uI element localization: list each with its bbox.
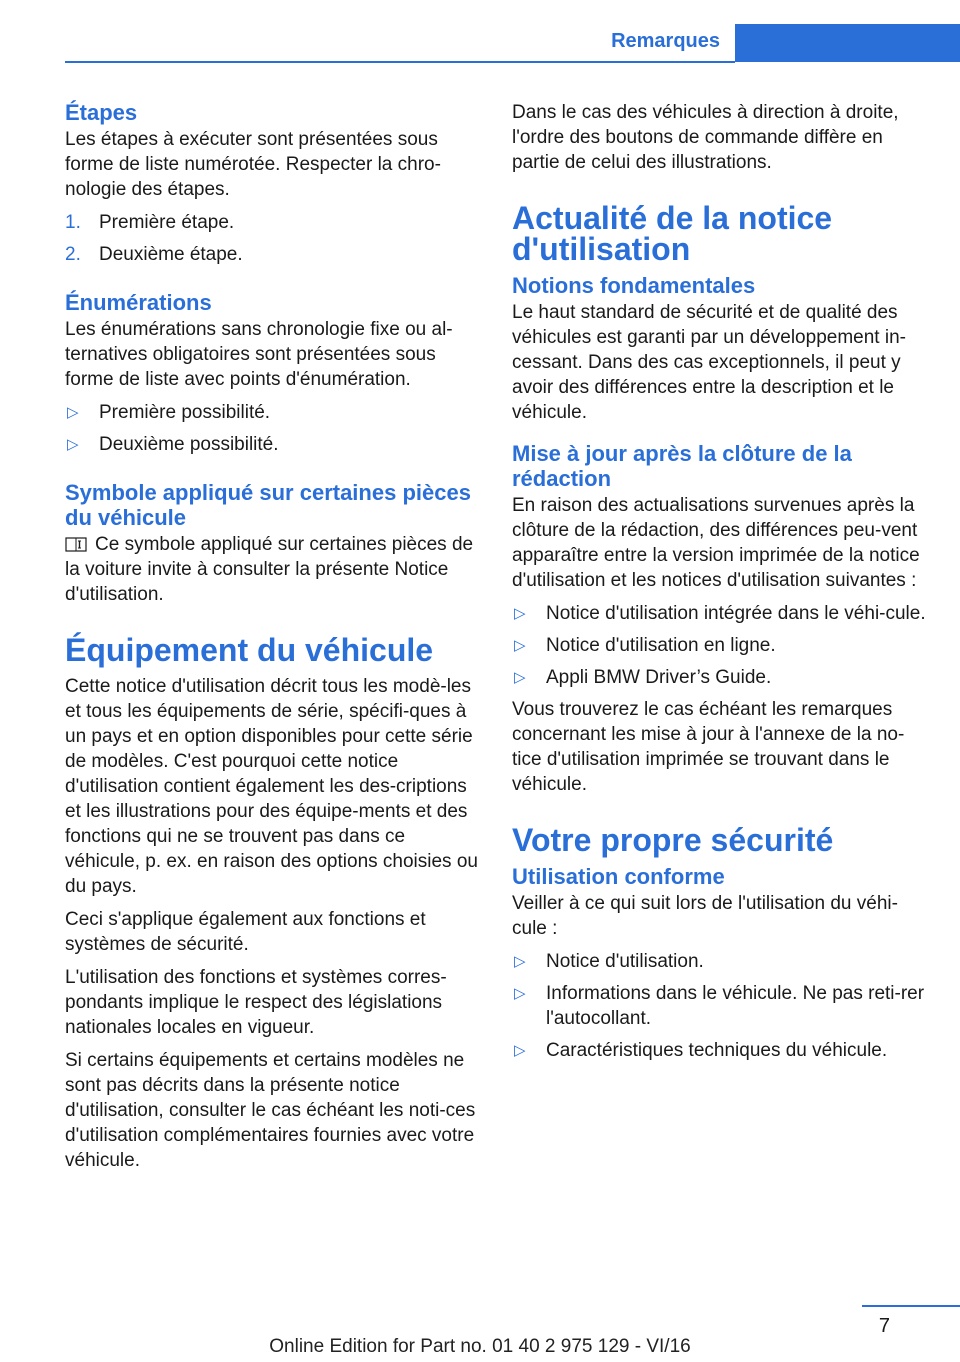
bullet-triangle-icon: ▷ — [514, 637, 526, 654]
heading-symbole: Symbole appliqué sur certaines pièces du véhicule — [65, 480, 471, 530]
utilisation-text: Veiller à ce qui suit lors de l'utilisation du véhi-cule : — [512, 893, 898, 939]
footer-rule — [862, 1305, 960, 1307]
maj-after-text: Vous trouverez le cas échéant les remarques concernant les mise à jour à l'annexe de la no-tice d'utilisation imprimée se trouvant dans le véhicule. — [512, 699, 905, 795]
equipement-p3: L'utilisation des fonctions et systèmes corres-pondants implique le respect des législations nationales locales en vigueur. — [65, 967, 447, 1038]
bullet-triangle-icon: ▷ — [514, 953, 526, 970]
bullet-triangle-icon: ▷ — [514, 669, 526, 686]
enumerations-text: Les énumérations sans chronologie fixe ou al-ternatives obligatoires sont présentées sous forme de liste avec points d'énumération. — [65, 319, 453, 390]
list-item — [512, 633, 932, 658]
item-number: 2. — [65, 244, 81, 265]
page-number: 7 — [878, 1315, 890, 1337]
header-tab-block — [735, 24, 960, 62]
running-header-title: Remarques — [611, 30, 720, 52]
intro-text: Dans le cas des véhicules à direction à droite, l'ordre des boutons de commande diffère en partie de celui des illustrations. — [512, 102, 899, 173]
list-item — [65, 432, 480, 457]
bullet-triangle-icon: ▷ — [514, 985, 526, 1002]
bullet-triangle-icon: ▷ — [67, 404, 79, 421]
item-text: Notice d'utilisation en ligne. — [546, 635, 776, 656]
equipement-p1: Cette notice d'utilisation décrit tous les modè-les et tous les équipements de série, spécifi-ques à un pays et en option disponibles pour cette série de modèles. C'est pourquoi cette notice d'utilisation contient également les des-criptions et les illustrations pour des équipe-ments et des fonctions qui ne se trouvent pas dans ce véhicule, p. ex. en raison des options choisies ou du pays. — [65, 676, 478, 897]
list-item — [512, 949, 932, 974]
heading-etapes: Étapes — [65, 100, 138, 125]
left-column — [65, 100, 480, 1173]
item-text: Caractéristiques techniques du véhicule. — [546, 1040, 888, 1061]
equipement-p2: Ceci s'applique également aux fonctions et systèmes de sécurité. — [65, 909, 426, 955]
numbered-list — [65, 210, 480, 267]
heading-utilisation: Utilisation conforme — [512, 864, 725, 889]
list-item — [512, 1038, 932, 1063]
bullet-triangle-icon: ▷ — [514, 1042, 526, 1059]
bullet-triangle-icon: ▷ — [67, 436, 79, 453]
symbole-text — [65, 532, 480, 607]
list-item — [65, 210, 480, 235]
list-item — [65, 242, 480, 267]
bullet-triangle-icon: ▷ — [514, 605, 526, 622]
heading-enumerations: Énumérations — [65, 290, 212, 315]
list-item — [65, 400, 480, 425]
etapes-text: Les étapes à exécuter sont présentées sous forme de liste numérotée. Respecter la chro-nologie des étapes. — [65, 129, 441, 200]
book-info-icon — [65, 537, 87, 552]
item-text: Appli BMW Driver’s Guide. — [546, 667, 772, 688]
list-item — [512, 981, 932, 1031]
heading-actualite: Actualité de la notice d'utilisation — [512, 200, 833, 267]
notions-text: Le haut standard de sécurité et de qualité des véhicules est garanti par un développement in-cessant. Dans des cas exceptionnels, il peut y avoir des différences entre la description et le véhicule. — [512, 302, 906, 423]
heading-notions: Notions fondamentales — [512, 273, 756, 298]
bullet-list — [65, 400, 480, 457]
item-text: Deuxième étape. — [99, 244, 243, 265]
item-number: 1. — [65, 212, 81, 233]
heading-equipement: Équipement du véhicule — [65, 632, 434, 668]
symbole-text-body: Ce symbole appliqué sur certaines pièces de la voiture invite à consulter la présente Notice d'utilisation. — [65, 534, 474, 605]
item-text: Deuxième possibilité. — [99, 434, 279, 455]
heading-mise-a-jour: Mise à jour après la clôture de la rédaction — [512, 441, 852, 491]
footer-edition: Online Edition for Part no. 01 40 2 975 129 - VI/16 — [269, 1336, 691, 1357]
item-text: Notice d'utilisation intégrée dans le véhi-cule. — [546, 603, 926, 624]
right-column — [512, 100, 932, 1070]
bullet-list — [512, 949, 932, 1063]
item-text: Première possibilité. — [99, 402, 271, 423]
equipement-p4: Si certains équipements et certains modèles ne sont pas décrits dans la présente notice d'utilisation, consulter le cas échéant les noti-ces d'utilisation complémentaires fournies avec votre véhicule. — [65, 1050, 476, 1171]
maj-text: En raison des actualisations survenues après la clôture de la rédaction, des différences peu-vent apparaître entre la version imprimée de la notice d'utilisation et les notices d'utilisation suivantes : — [512, 495, 920, 591]
bullet-list — [512, 601, 932, 690]
list-item — [512, 665, 932, 690]
item-text: Informations dans le véhicule. Ne pas reti-rer l'autocollant. — [546, 983, 925, 1029]
item-text: Première étape. — [99, 212, 235, 233]
header-rule — [65, 61, 735, 63]
heading-securite: Votre propre sécurité — [512, 822, 834, 858]
item-text: Notice d'utilisation. — [546, 951, 704, 972]
list-item — [512, 601, 932, 626]
